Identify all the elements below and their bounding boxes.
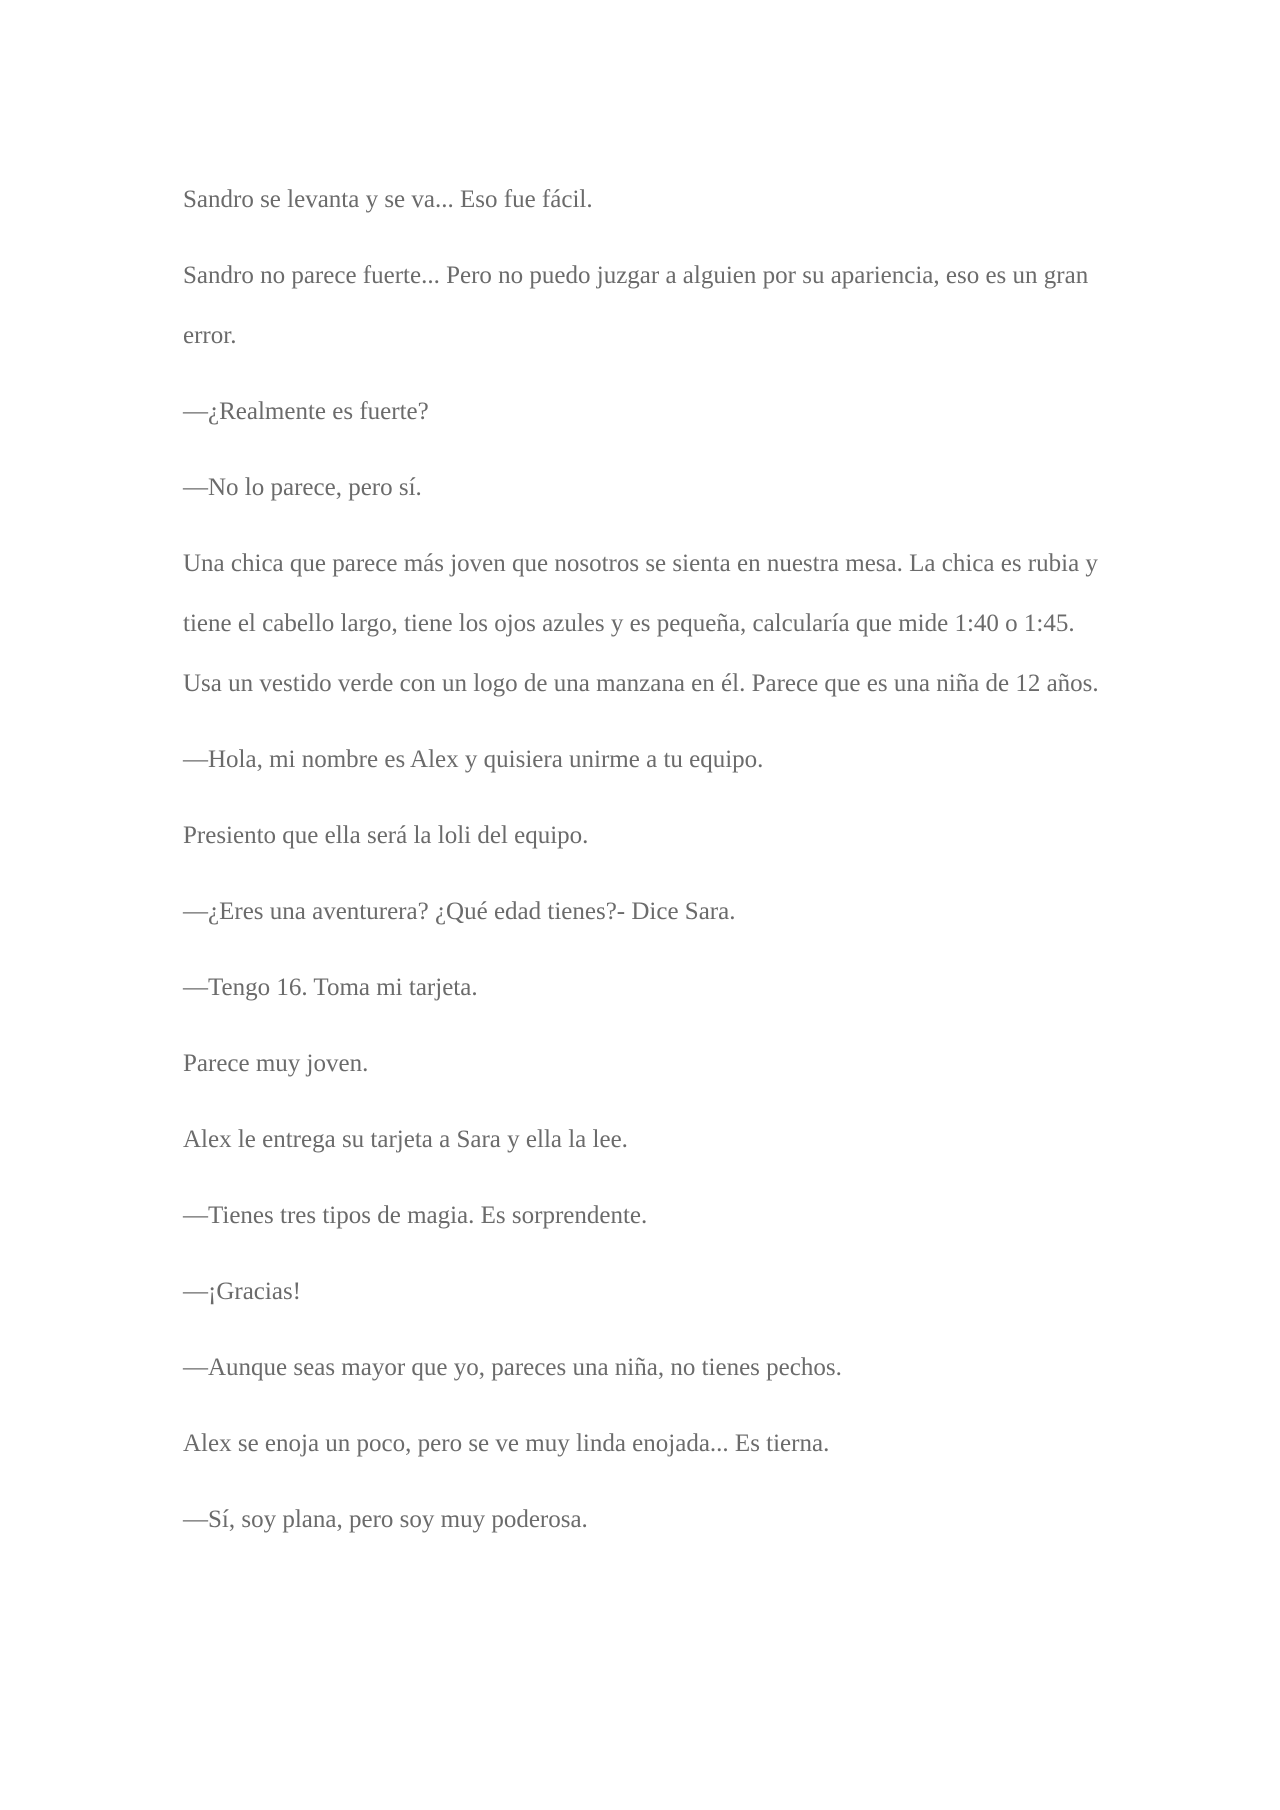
paragraph: Alex se enoja un poco, pero se ve muy linda enojada... Es tierna. [183, 1430, 830, 1457]
dialogue-line: —¡Gracias! [183, 1278, 301, 1305]
paragraph: Parece muy joven. [183, 1050, 369, 1077]
paragraph: Sandro se levanta y se va... Eso fue fácil. [183, 186, 593, 213]
document-body [183, 170, 1103, 1566]
dialogue-line: —¿Eres una aventurera? ¿Qué edad tienes?- Dice Sara. [183, 898, 736, 925]
dialogue-line: —Hola, mi nombre es Alex y quisiera unirme a tu equipo. [183, 746, 764, 773]
paragraph: Una chica que parece más joven que nosotros se sienta en nuestra mesa. La chica es rubia y tiene el cabello largo, tiene los ojos azules y es pequeña, calcularía que mide 1:40 o 1:45. Usa un vestido verde con un logo de una manzana en él. Parece que es una niña de 12 años. [183, 550, 1099, 697]
dialogue-line: —¿Realmente es fuerte? [183, 398, 429, 425]
dialogue-line: —Aunque seas mayor que yo, pareces una niña, no tienes pechos. [183, 1354, 842, 1381]
paragraph: Alex le entrega su tarjeta a Sara y ella la lee. [183, 1126, 628, 1153]
dialogue-line: —No lo parece, pero sí. [183, 474, 422, 501]
dialogue-line: —Sí, soy plana, pero soy muy poderosa. [183, 1506, 588, 1533]
paragraph: Presiento que ella será la loli del equipo. [183, 822, 589, 849]
dialogue-line: —Tengo 16. Toma mi tarjeta. [183, 974, 478, 1001]
dialogue-line: —Tienes tres tipos de magia. Es sorprendente. [183, 1202, 648, 1229]
paragraph: Sandro no parece fuerte... Pero no puedo juzgar a alguien por su apariencia, eso es un gran error. [183, 262, 1089, 349]
